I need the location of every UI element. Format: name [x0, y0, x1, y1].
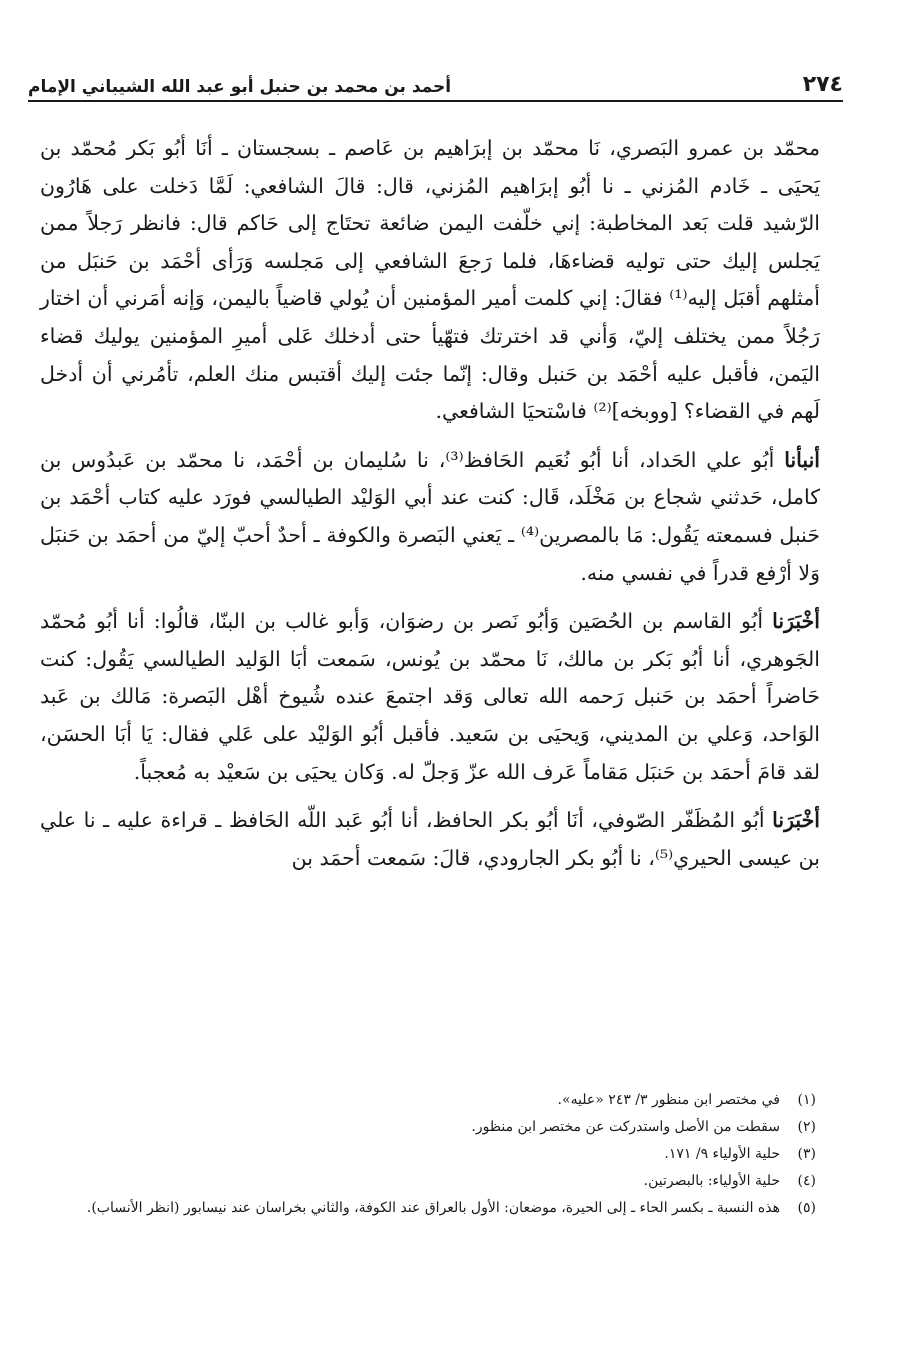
- footnote-text: سقطت من الأصل واستدركت عن مختصر ابن منظور.: [471, 1119, 780, 1135]
- paragraph-2: [40, 442, 820, 592]
- footnote-number: (٢): [797, 1119, 816, 1135]
- footnote-number: (٤): [797, 1173, 816, 1189]
- footnote-3: [50, 1141, 816, 1168]
- page-header: [28, 62, 843, 102]
- footnote-number: (٣): [797, 1146, 816, 1162]
- footnote-text: حلية الأولياء ٩/ ١٧١.: [664, 1146, 780, 1162]
- paragraph-4: [40, 802, 820, 877]
- footnote-1: [50, 1087, 816, 1114]
- footnote-text: حلية الأولياء: بالبصرتين.: [643, 1173, 780, 1189]
- footnotes: [50, 1087, 816, 1222]
- footnote-4: [50, 1168, 816, 1195]
- main-text: [40, 130, 820, 877]
- paragraph-lead: أنبأنا: [784, 447, 820, 472]
- page-number: ٢٧٤: [802, 72, 843, 97]
- footnote-5: [50, 1195, 816, 1222]
- paragraph-text: أبُو المُظَفّر الصّوفي، أنَا أبُو بكر الحافظ، أنا أبُو عَبد اللّه الحَافظ ـ قراءة عليه ـ نا علي بن عيسى الحيري⁽⁵⁾، نا أبُو بكر الجارودي، قالَ: سَمعت أحمَد بن: [40, 808, 820, 870]
- paragraph-3: [40, 603, 820, 791]
- footnote-number: (١): [797, 1092, 816, 1108]
- footnote-text: هذه النسبة ـ بكسر الحاء ـ إلى الحيرة، موضعان: الأول بالعراق عند الكوفة، والثاني بخراسان عند نيسابور (انظر الأنساب).: [86, 1200, 780, 1216]
- footnote-2: [50, 1114, 816, 1141]
- footnote-number: (٥): [797, 1200, 816, 1216]
- paragraph-text: أبُو علي الحَداد، أنا أبُو نُعَيم الحَافظ⁽³⁾، نا سُليمان بن أحْمَد، نا محمّد بن عَبدُوس بن كامل، حَدثني شجاع بن مَخْلَد، قَال: كنت عند أبي الوَليْد الطيالسي فورَد عليه كتاب أحْمَد بن حَنبل فسمعته يَقُول: مَا بالمصرين⁽⁴⁾ ـ يَعني البَصرة والكوفة ـ أحدٌ أحبّ إليّ من أحمَد بن حَنبَل وَلا أرْفع قدراً في نفسي منه.: [40, 447, 820, 585]
- paragraph-text: محمّد بن عمرو البَصري، نَا محمّد بن إبرَاهيم بن عَاصم ـ بسجستان ـ أنَا أبُو بَكر مُحمّد بن يَحيَى ـ خَادم المُزني ـ نا أبُو إبرَاهيم المُزني، قال: قالَ الشافعي: لَمَّا دَخلت على هَارُون الرّشيد قلت بَعد المخاطبة: إني خلّفت اليمن ضائعة تحتَاج إلى حَاكم قال: فانظر رَجلاً ممن يَجلس إليك حتى توليه قضاءهَا، فلما رَجعَ الشافعي إلى مَجلسه وَرَأى أحْمَد بن حَنبَل من أمثلهم أقبَل إليه⁽¹⁾ فقالَ: إني كلمت أمير المؤمنين أن يُولي قاضياً باليمن، وَإنه أمَرني أن اختار رَجُلاً ممن يختلف إليّ، وَأني قد اخترتك فتهّيأ حتى أدخلك عَلى أميرِ المؤمنين يوليك قضاء اليَمن، فأقبل عليه أحْمَد بن حَنبل وقال: إنّما جئت إليك أقتبس منك العلم، تأمُرني أن أدخل لَهم في القضاء؟ [ووبخه]⁽²⁾ فاسْتحيَا الشافعي.: [40, 136, 820, 424]
- footnote-text: في مختصر ابن منظور ٣/ ٢٤٣ «عليه».: [557, 1092, 780, 1108]
- paragraph-lead: أخْبَرَنا: [772, 609, 820, 634]
- running-title: أحمد بن محمد بن حنبل أبو عبد الله الشيباني الإمام: [28, 77, 452, 97]
- paragraph-text: أبُو القاسم بن الحُصَين وَأبُو نَصر بن رضوَان، وَأبو غالب بن البنّا، قالُوا: أنا أبُو مُحمّد الجَوهري، أنا أبُو بَكر بن مالك، نَا محمّد بن يُونس، سَمعت أبَا الوَليد الطيالسي يَقُول: كنت حَاضراً أحمَد بن حَنبل رَحمه الله تعالى وَقد اجتمعَ عنده شُيوخ أهْل البَصرة: مَالك بن عَبد الوَاحد، وَعلي بن المديني، وَيحيَى بن سَعيد. فأقبل أبُو الوَليْد على عَلي فقال: يَا أبَا الحسَن، لقد قامَ أحمَد بن حَنبَل مَقاماً عَرف الله عزّ وَجلّ له. وَكان يحيَى بن سَعيْد به مُعجباً.: [40, 609, 820, 784]
- paragraph-lead: أخْبَرَنا: [772, 808, 820, 833]
- paragraph-1: [40, 130, 820, 431]
